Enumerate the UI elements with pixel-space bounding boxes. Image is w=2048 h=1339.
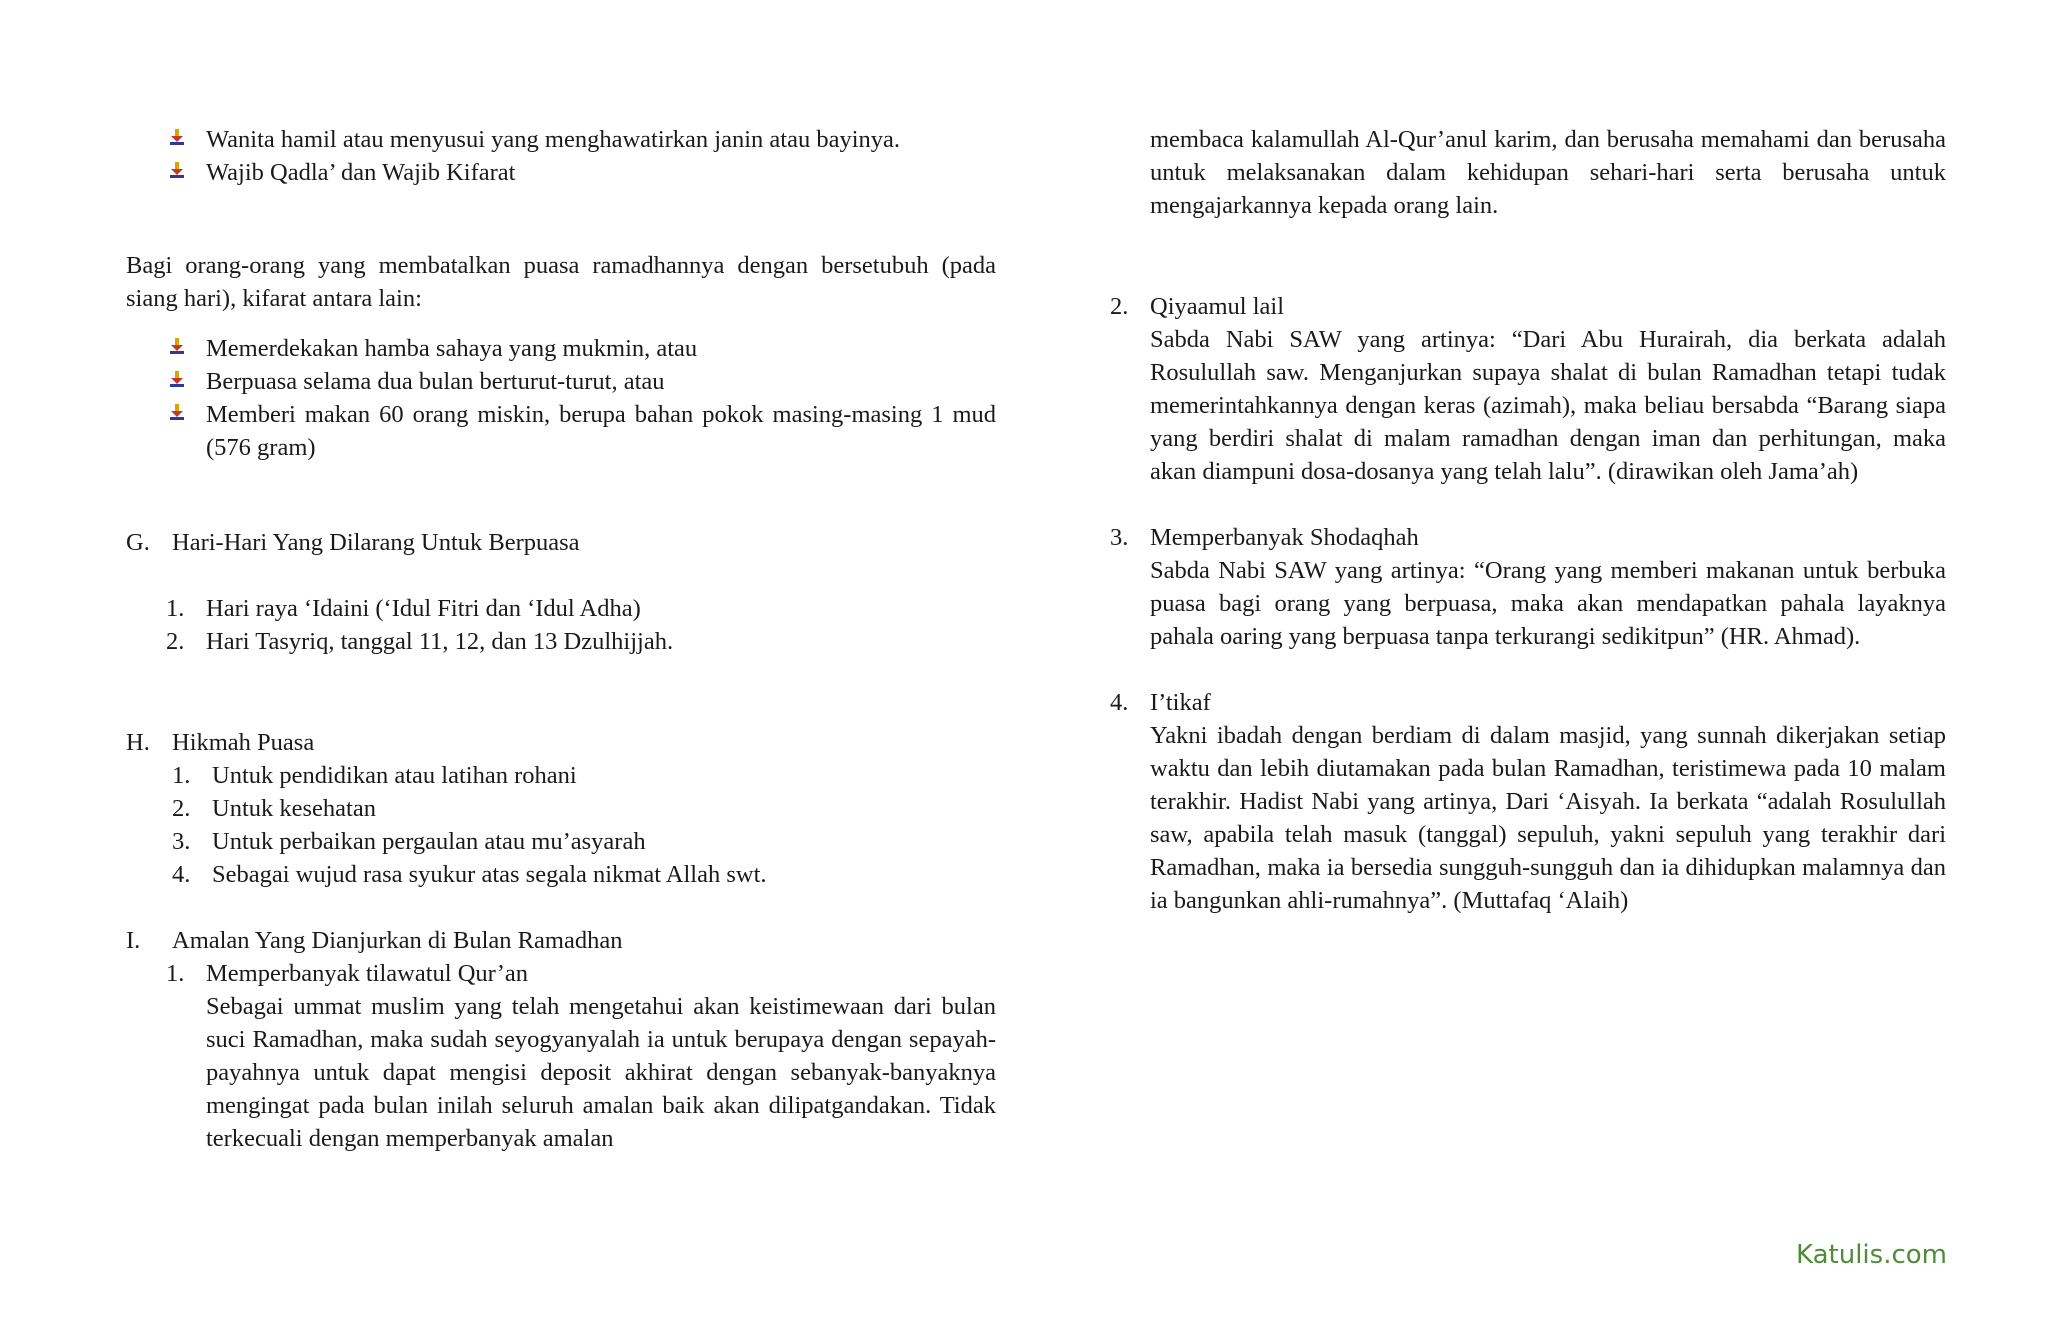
- list-item: 3. Memperbanyak Shodaqhah: [1110, 524, 1419, 551]
- item-body: Sabda Nabi SAW yang artinya: “Dari Abu Hurairah, dia berkata adalah Rosulullah saw. Menganjurkan supaya shalat di bulan Ramadhan tetapi tudak memerintahkannya dengan keras (azimah), maka beliau bersabda “Barang siapa yang berdiri shalat di malam ramadhan dengan iman dan perhitungan, maka akan diampuni dosa-dosanya yang telah lalu”. (dirawikan oleh Jama’ah): [1150, 326, 1946, 485]
- item-body: Yakni ibadah dengan berdiam di dalam masjid, yang sunnah dikerjakan setiap waktu dan lebih diutamakan pada bulan Ramadhan, teristimewa pada 10 malam terakhir. Hadist Nabi yang artinya, Dari ‘Aisyah. Ia berkata “adalah Rosulullah saw, apabila telah masuk (tanggal) sepuluh, yakni sepuluh yang terakhir dari Ramadhan, maka ia bersedia sungguh-sungguh dan ia dihidupkan malamnya dan ia bangunkan ahli-rumahnya”. (Muttafaq ‘Alaih): [1150, 722, 1946, 914]
- list-item: 1. Hari raya ‘Idaini (‘Idul Fitri dan ‘Idul Adha): [166, 595, 641, 622]
- list-item: 4. Sebagai wujud rasa syukur atas segala nikmat Allah swt.: [172, 861, 767, 888]
- bullet-item: Wajib Qadla’ dan Wajib Kifarat: [166, 156, 996, 189]
- right-column: [1110, 123, 1946, 917]
- bullet-item: Wanita hamil atau menyusui yang menghawatirkan janin atau bayinya.: [166, 123, 996, 156]
- item-body: Sabda Nabi SAW yang artinya: “Orang yang memberi makanan untuk berbuka puasa bagi orang yang berpuasa, maka akan mendapatkan pahala layaknya pahala oaring yang berpuasa tanpa terkurangi sedikitpun” (HR. Ahmad).: [1150, 557, 1946, 650]
- section-g-heading: G. Hari-Hari Yang Dilarang Untuk Berpuasa: [126, 529, 580, 556]
- bullet-item: Berpuasa selama dua bulan berturut-turut, atau: [166, 365, 996, 398]
- item-body: Sebagai ummat muslim yang telah mengetahui akan keistimewaan dari bulan suci Ramadhan, maka sudah seyogyanyalah ia untuk berupaya dengan sepayah-payahnya untuk dapat mengisi deposit akhirat dengan sebanyak-banyaknya mengingat pada bulan inilah seluruh amalan baik akan dilipatgandakan. Tidak terkecuali dengan memperbanyak amalan: [206, 993, 996, 1152]
- list-item: 2. Qiyaamul lail: [1110, 293, 1285, 320]
- kifarat-intro: Bagi orang-orang yang membatalkan puasa ramadhannya dengan bersetubuh (pada siang hari), kifarat antara lain:: [126, 252, 996, 312]
- list-item: 2. Hari Tasyriq, tanggal 11, 12, dan 13 Dzulhijjah.: [166, 628, 674, 655]
- bullet-item: Memerdekakan hamba sahaya yang mukmin, atau: [166, 332, 996, 365]
- continuation-paragraph: membaca kalamullah Al-Qur’anul karim, dan berusaha memahami dan berusaha untuk melaksanakan dalam kehidupan sehari-hari serta berusaha untuk mengajarkannya kepada orang lain.: [1150, 126, 1946, 219]
- list-item: 1. Untuk pendidikan atau latihan rohani: [172, 762, 577, 789]
- arrow-bullet-icon: [166, 156, 206, 189]
- bullet-item: Memberi makan 60 orang miskin, berupa bahan pokok masing-masing 1 mud (576 gram): [166, 398, 996, 464]
- site-watermark: Katulis.com: [1796, 1240, 1947, 1270]
- left-column: [126, 123, 996, 1155]
- list-item: 2. Untuk kesehatan: [172, 795, 376, 822]
- arrow-bullet-icon: [166, 365, 206, 398]
- arrow-bullet-icon: [166, 332, 206, 365]
- arrow-bullet-icon: [166, 123, 206, 156]
- list-item: 3. Untuk perbaikan pergaulan atau mu’asyarah: [172, 828, 646, 855]
- arrow-bullet-icon: [166, 398, 206, 431]
- section-h-heading: H. Hikmah Puasa: [126, 729, 315, 756]
- list-item: 4. I’tikaf: [1110, 689, 1211, 716]
- section-i-heading: I. Amalan Yang Dianjurkan di Bulan Ramadhan: [126, 927, 623, 954]
- list-item: 1. Memperbanyak tilawatul Qur’an: [166, 960, 529, 987]
